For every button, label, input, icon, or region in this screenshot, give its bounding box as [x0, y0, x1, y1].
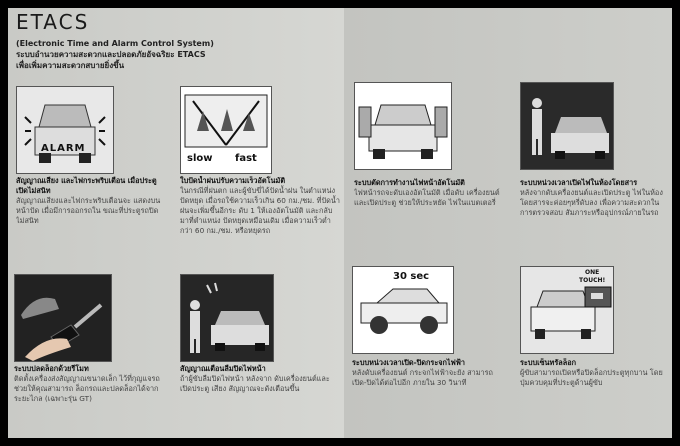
feature-desc: ติดตั้งเครื่องส่งสัญญาณขนาดเล็ก ไว้ที่กุญแจรถ ช่วยให้คุณสามารถ ล็อกรถและปลดล็อกได้จากระยะไกล (เฉพาะรุ่น GT) — [14, 374, 160, 403]
door-alarm-image — [16, 86, 114, 174]
feature-central-lock — [520, 358, 670, 408]
feature-desc: หลังจากดับเครื่องยนต์และเปิดประตู ไฟในห้องโดยสารจะค่อยๆหรี่ดับลง เพื่อความสะดวกในการตรวจสอบ สัมภาระหรืออุปกรณ์ภายในรถ — [520, 188, 663, 217]
feature-desc: ไฟหน้ารถจะดับเองอัตโนมัติ เมื่อดับ เครื่องยนต์และเปิดประตู ช่วยให้ประหยัด ไฟในแบตเตอรี่ — [354, 188, 500, 207]
intro-line-2: เพื่อเพิ่มความสะดวกสบายยิ่งขึ้น — [16, 61, 125, 70]
feature-keyless-remote — [14, 364, 164, 424]
feature-desc: ผู้ขับสามารถเปิดหรือปิดล็อกประตูทุกบาน โดยปุ่มควบคุมที่ประตูด้านผู้ขับ — [520, 368, 663, 387]
feature-title: ระบบเซ็นทรัลล็อก — [520, 358, 577, 367]
subtitle: (Electronic Time and Alarm Control System) — [16, 39, 214, 48]
touch-label: TOUCH! — [579, 277, 606, 284]
remote-key-image — [14, 274, 112, 362]
power-window-delay-image — [352, 266, 454, 354]
feature-desc: ถ้าผู้ขับลืมปิดไฟหน้า หลังจาก ดับเครื่องยนต์และเปิดประตู เสียง สัญญาณจะดังเตือนขึ้น — [180, 374, 330, 393]
headlight-reminder-image — [180, 274, 274, 362]
feature-title: ระบบหน่วงเวลาเปิดไฟในห้องโดยสาร — [520, 178, 638, 187]
slow-label: slow — [187, 153, 213, 164]
one-label: ONE — [585, 269, 600, 276]
wiper-image — [180, 86, 272, 174]
alarm-label: ALARM — [41, 143, 86, 154]
feature-title: สัญญาณเตือนลืมปิดไฟหน้า — [180, 364, 266, 373]
feature-headlight-reminder — [180, 364, 330, 424]
feature-desc: สัญญาณเสียงและไฟกระพริบเตือนจะ แสดงบนหน้าปัด เมื่อมีการออกรถใน ขณะที่ประตูรถปิดไม่สนิท — [16, 196, 161, 225]
intro-line-1: ระบบอำนวยความสะดวกและปลอดภัยอัจฉริยะ ETACS — [16, 50, 206, 59]
fast-label: fast — [235, 153, 257, 164]
interior-light-image — [520, 82, 614, 170]
feature-power-window-delay — [352, 358, 502, 418]
timer-label: 30 sec — [393, 271, 430, 282]
feature-wiper — [180, 176, 340, 274]
feature-desc: หลังดับเครื่องยนต์ กระจกไฟฟ้าจะยัง สามารถเปิด-ปิดได้ต่อไปอีก ภายใน 30 วินาที — [352, 368, 493, 387]
feature-interior-light-delay — [520, 178, 670, 244]
feature-title: ระบบตัดการทำงานไฟหน้าอัตโนมัติ — [354, 178, 465, 187]
headlight-auto-off-image — [354, 82, 452, 170]
feature-title: ระบบปลดล็อกด้วยรีโมท — [14, 364, 89, 373]
feature-title: ระบบหน่วงเวลาเปิด-ปิดกระจกไฟฟ้า — [352, 358, 466, 367]
feature-door-alarm — [16, 176, 166, 240]
brand-title: ETACS — [16, 10, 90, 34]
brochure-page — [8, 8, 672, 438]
feature-title: สัญญาณเสียง และไฟกระพริบเตือน เมื่อประตูเปิดไม่สนิท — [16, 176, 157, 195]
intro-text — [16, 38, 336, 71]
central-lock-image — [520, 266, 614, 354]
feature-title: ใบปัดน้ำฝนปรับความเร็วอัตโนมัติ — [180, 176, 286, 185]
feature-desc: ในกรณีที่ฝนตก และผู้ขับขี่ได้ปัดน้ำฝน ในตำแหน่งปัดหยุด เมื่อรถใช้ความเร็วเกิน 60 กม./ชม. ที่ปัดน้ำฝนจะเพิ่มขึ้นอีกระ ดับ 1 ให้เองอัตโนมัติ และกลับมาที่ตำแหน่ง ปัดหยุดเหมือนเดิม เมื่อความเร็วต่ำกว่า 60 กม./ชม. หรือหยุดรถ — [180, 186, 340, 235]
feature-headlight-auto-off — [354, 178, 504, 228]
